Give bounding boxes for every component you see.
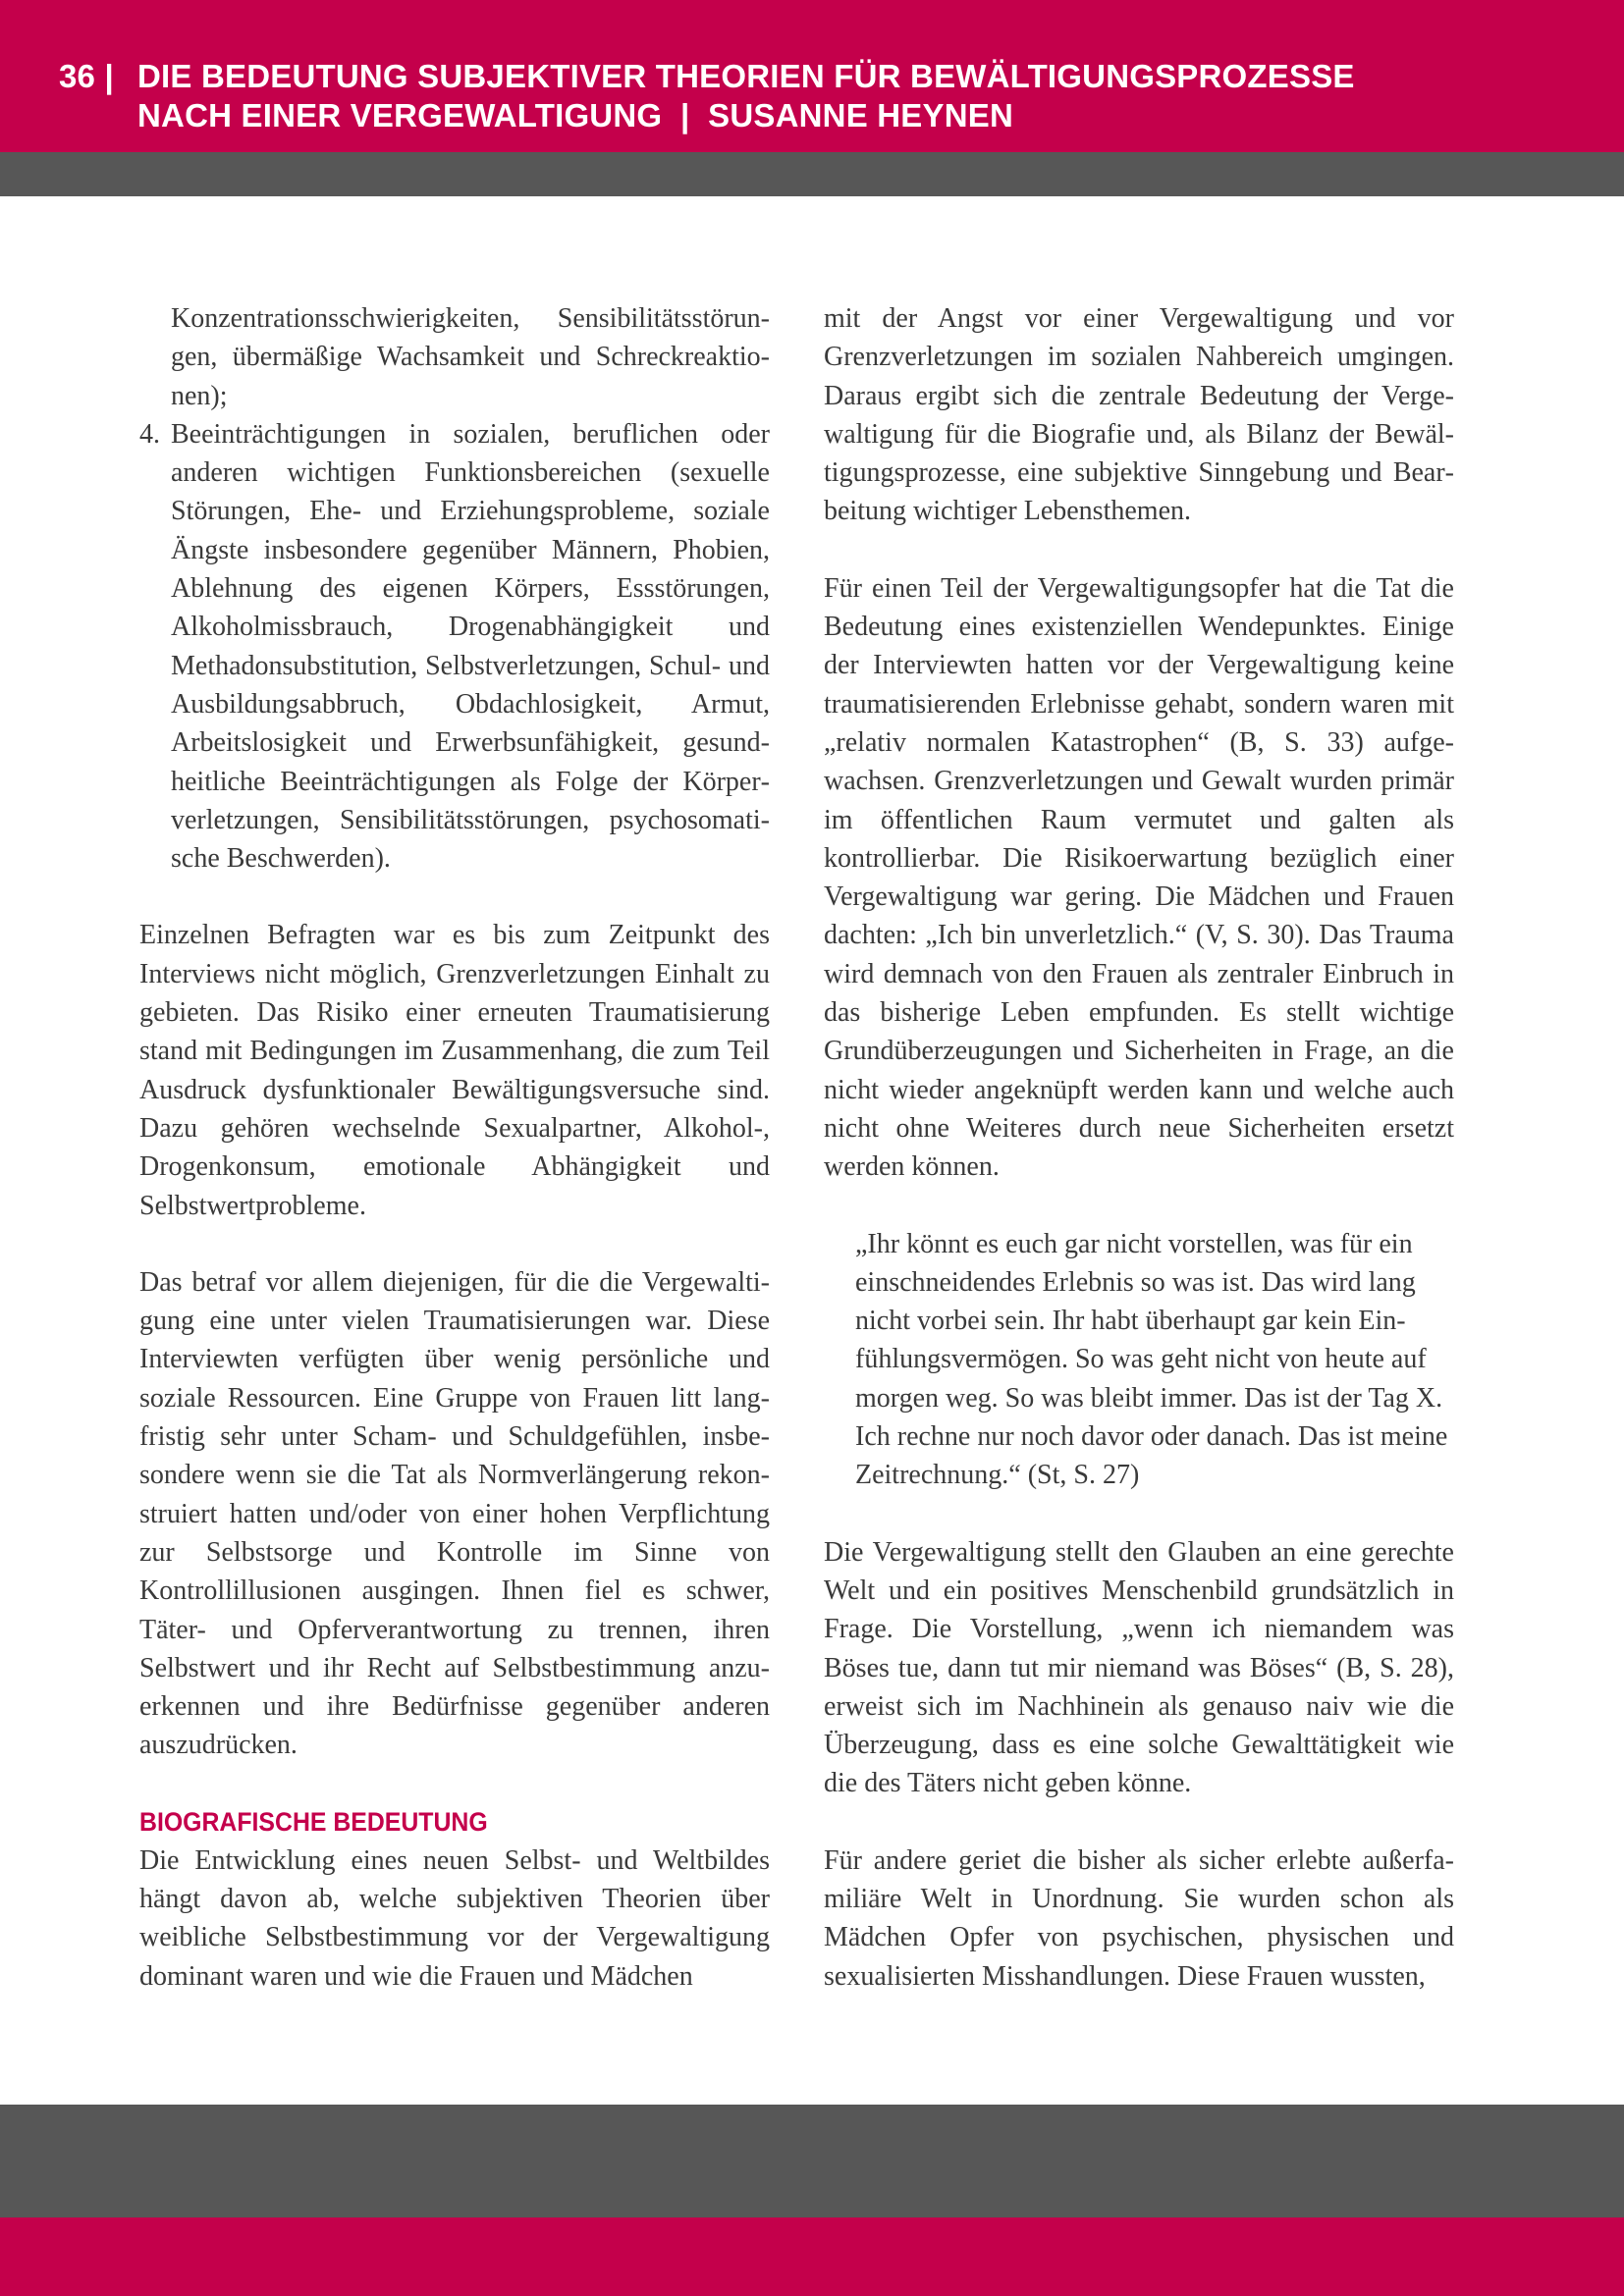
header-title-line-2: NACH EINER VERGEWALTIGUNG | SUSANNE HEYNEN — [137, 97, 1014, 133]
list-marker: 4. — [139, 418, 160, 450]
paragraph: Für andere geriet die bisher als sicher erlebte außerfamiliäre Welt in Unordnung. Sie wurden schon als Mädchen Opfer von psychischen, physischen und sexualisierten Misshandlungen. Diese Frauen wussten, — [824, 1844, 1454, 1992]
block-quote: „Ihr könnt es euch gar nicht vorstellen, was für ein einschneidendes Erlebnis so was ist. Das wird lang nicht vorbei sein. Ihr habt überhaupt gar kein Einfühlungsvermögen. So was geht nicht von heute auf morgen weg. So was bleibt immer. Das ist der Tag X. Ich rechne nur noch davor oder danach. Das ist meine Zeitrechnung.“ (St, S. 27) — [855, 1228, 1448, 1491]
list-item-4 — [139, 415, 770, 879]
paragraph: mit der Angst vor einer Vergewaltigung und vor Grenzverletzungen im sozialen Nahbereich umgingen. Daraus ergibt sich die zentrale Bedeutung der Vergewaltigung für die Biografie und, als Bilanz der Bewältigungsprozesse, eine subjektive Sinngebung und Bearbeitung wichtiger Lebensthemen. — [824, 303, 1454, 527]
right-column — [824, 299, 1454, 1996]
list-continuation: Konzentrationsschwierigkeiten, Sensibilitätsstörungen, übermäßige Wachsamkeit und Schreckreaktionen); — [171, 303, 770, 411]
running-header-line-1 — [59, 57, 1591, 96]
header-separator: | — [104, 58, 114, 94]
page-number: 36 — [59, 58, 96, 94]
list-item-text: Beeinträchtigungen in sozialen, beruflichen oder anderen wichtigen Funktionsbereichen (sexuelle Störungen, Ehe- und Erziehungsprobleme, soziale Ängste insbesondere gegenüber Männern, Phobien, Ablehnung des eigenen Körpers, Essstörungen, Alkoholmissbrauch, Drogenabhängigkeit und Methadonsubstitution, Selbstverletzungen, Schul- und Ausbildungsabbruch, Obdachlosigkeit, Armut, Arbeitslosigkeit und Erwerbsunfähigkeit, gesundheitliche Beeinträchtigungen als Folge der Körperverletzungen, Sensibilitätsstörungen, psychosomatische Beschwerden). — [171, 418, 770, 875]
paragraph: Einzelnen Befragten war es bis zum Zeitpunkt des Interviews nicht möglich, Grenzverletzungen Einhalt zu gebieten. Das Risiko einer erneuten Traumatisierung stand mit Bedingungen im Zusammenhang, die zum Teil Ausdruck dysfunktionaler Bewältigungsversuche sind. Dazu gehören wechselnde Sexualpartner, Alkohol-, Drogenkonsum, emotionale Abhängigkeit und Selbstwertprobleme. — [139, 920, 770, 1221]
paragraph: Für einen Teil der Vergewaltigungsopfer hat die Tat die Bedeutung eines existenziellen Wendepunktes. Einige der Interviewten hatten vor der Vergewaltigung keine traumatisierenden Erlebnisse gehabt, sondern waren mit „relativ normalen Katastrophen“ (B, S. 33) aufgewachsen. Grenzverletzungen und Gewalt wurden primär im öffentlichen Raum vermutet und galten als kontrollierbar. Die Risikoerwartung bezüglich einer Vergewaltigung war gering. Die Mädchen und Frauen dachten: „Ich bin unverletzlich.“ (V, S. 30). Das Trauma wird demnach von den Frauen als zentraler Einbruch in das bisherige Leben empfunden. Es stellt wichtige Grundüberzeugungen und Sicherheiten in Frage, an die nicht wieder angeknüpft werden kann und welche auch nicht ohne Weiteres durch neue Sicherheiten ersetzt werden können. — [824, 572, 1454, 1183]
section-heading: BIOGRAFISCHE BEDEUTUNG — [139, 1806, 488, 1837]
paragraph: Das betraf vor allem diejenigen, für die die Vergewaltigung eine unter vielen Traumatisierungen war. Diese Interviewten verfügten über wenig persönliche und soziale Ressourcen. Eine Gruppe von Frauen litt langfristig sehr unter Scham- und Schuldgefühlen, insbesondere wenn sie die Tat als Normverlängerung rekonstruiert hatten und/oder von einer hohen Verpflichtung zur Selbstsorge und Kontrolle im Sinne von Kontrollillusionen ausgingen. Ihnen fiel es schwer, Täter- und Opferverantwortung zu trennen, ihren Selbstwert und ihr Recht auf Selbstbestimmung anzuerkennen und ihre Bedürfnisse gegenüber anderen auszudrücken. — [139, 1266, 770, 1761]
running-header — [59, 57, 1591, 135]
paragraph: Die Vergewaltigung stellt den Glauben an eine gerechte Welt und ein positives Menschenbild grundsätzlich in Frage. Die Vorstellung, „wenn ich niemandem was Böses tue, dann tut mir niemand was Böses“ (B, S. 28), erweist sich im Nachhinein als genauso naiv wie die Überzeugung, dass es eine solche Gewalttätigkeit wie die des Täters nicht geben könne. — [824, 1536, 1454, 1799]
header-gray-strip — [0, 152, 1624, 196]
footer-gray-band — [0, 2105, 1624, 2217]
header-title-line-1: DIE BEDEUTUNG SUBJEKTIVER THEORIEN FÜR BEWÄLTIGUNGSPROZESSE — [137, 58, 1355, 94]
footer-band — [0, 2217, 1624, 2296]
page-number-group — [59, 57, 137, 96]
paragraph: Die Entwicklung eines neuen Selbst- und Weltbildes hängt davon ab, welche subjektiven Theorien über weibliche Selbstbestimmung vor der Vergewaltigung dominant waren und wie die Frauen und Mädchen — [139, 1844, 770, 1992]
left-column — [139, 299, 770, 1996]
